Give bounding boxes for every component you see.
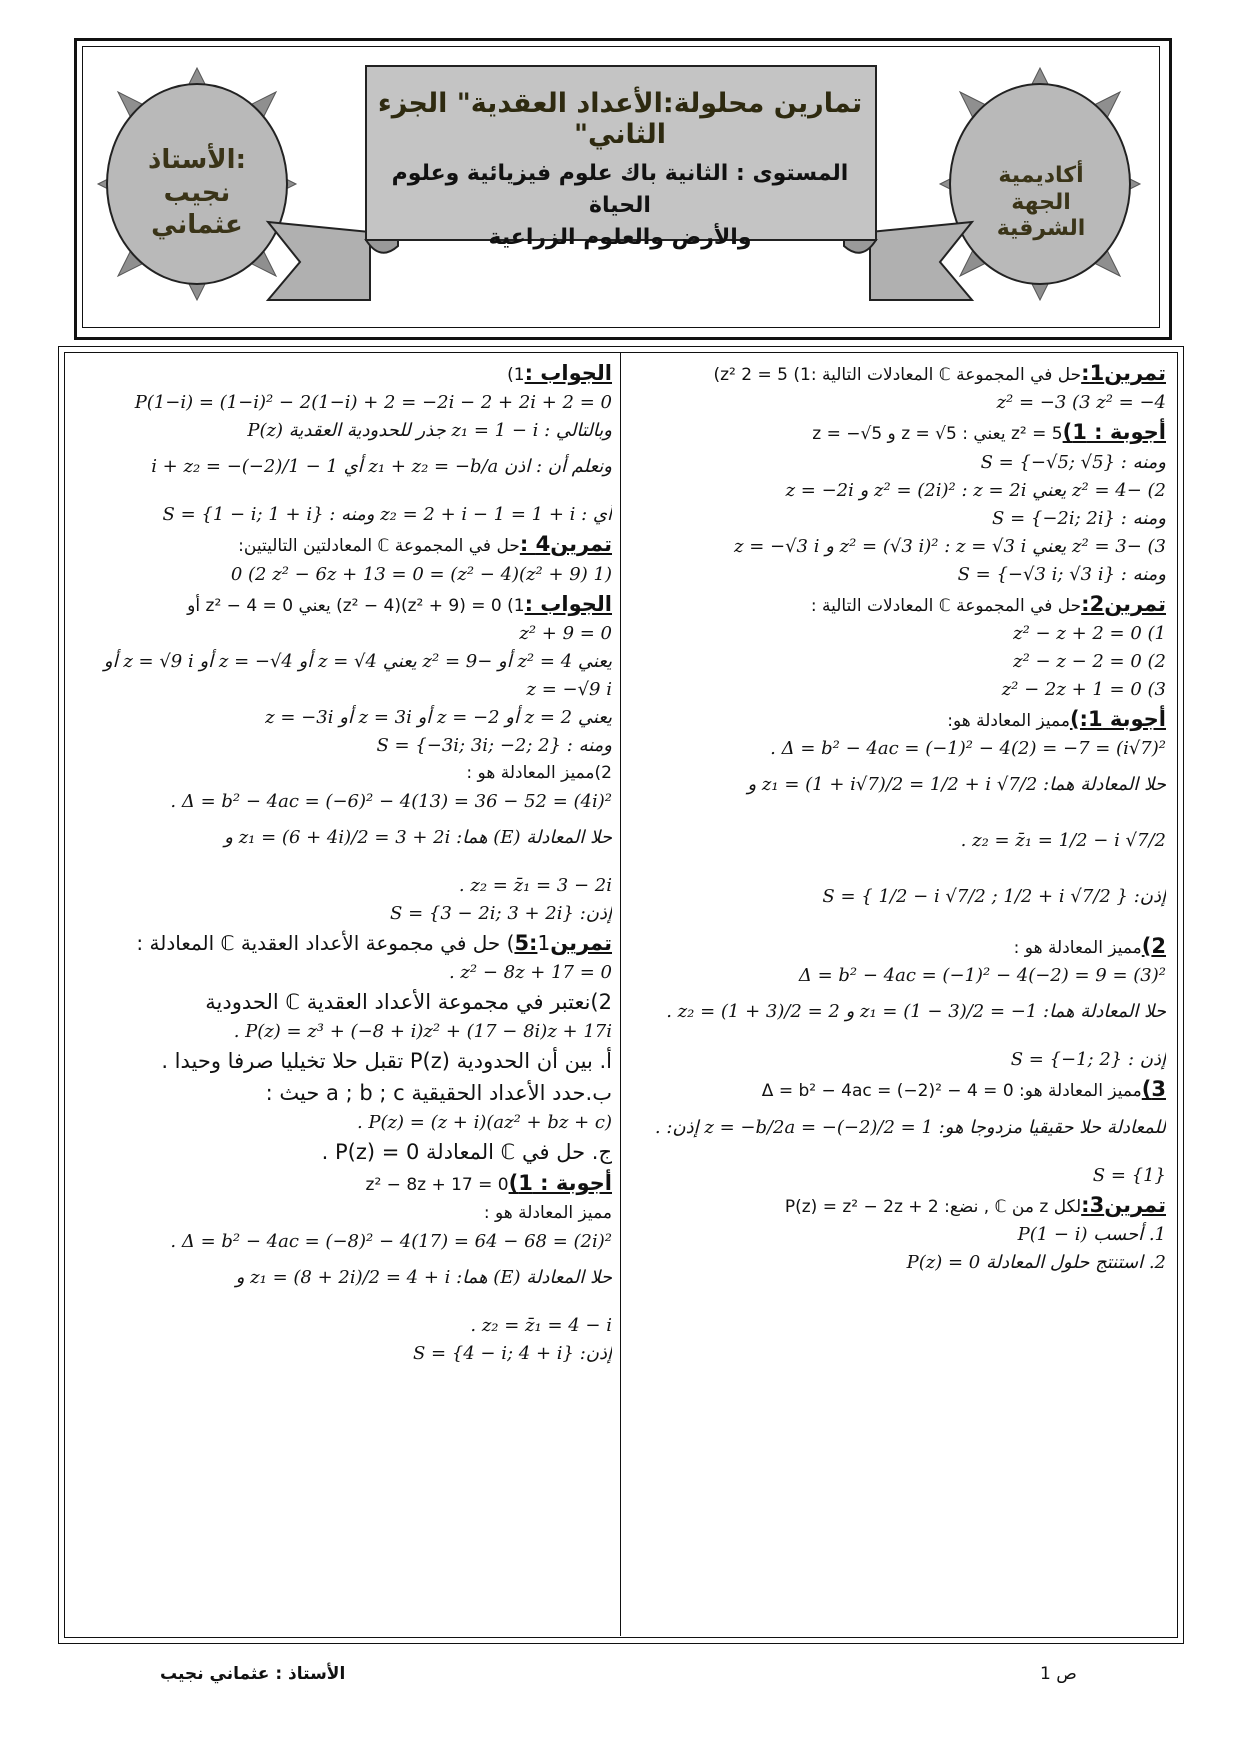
- exercise-label: الجواب :: [524, 591, 612, 616]
- content-line: ب.حدد الأعداد الحقيقية a ; b ; c حيث :: [265, 1080, 612, 1105]
- content-line: ومنه : S = {−√3 i; √3 i}: [957, 563, 1166, 585]
- exercise-text: 5 = z² يعني : z = √5 و z = −√5: [812, 424, 1063, 445]
- content-line: [72, 589, 612, 620]
- column-divider: [620, 352, 621, 1636]
- exercise-label: تمرين4 :: [519, 532, 612, 557]
- content-line: Δ = b² − 4ac = (−1)² − 4(−2) = 9 = (3)²: [798, 965, 1166, 987]
- content-line: Δ = b² − 4ac = (−8)² − 4(17) = 64 − 68 = (2i)² .: [170, 1230, 612, 1252]
- right-column: [634, 358, 1166, 1277]
- content-line: 2. استنتج حلول المعادلة P(z) = 0: [906, 1252, 1166, 1274]
- content-line: Δ = b² − 4ac = (−1)² − 4(2) = −7 = (i√7)² .: [770, 738, 1166, 760]
- content-line: P(1−i) = (1−i)² − 2(1−i) + 2 = −2i − 2 + 2i + 2 = 0: [134, 392, 612, 414]
- exercise-label: تمرين1:: [1081, 361, 1166, 385]
- content-line: وبالتالي : z₁ = 1 − i جذر للحدودية العقدية P(z): [247, 420, 612, 442]
- content-line: [634, 1074, 1166, 1105]
- exercise-label: تمرين5:: [514, 930, 612, 955]
- banner-text: [370, 88, 870, 254]
- content-line: [72, 358, 612, 389]
- content-line: حلا المعادلة هما: z₁ = (1 + i√7)/2 = 1/2 + i √7/2 و: [747, 774, 1166, 796]
- exercise-label: 3): [1141, 1077, 1166, 1102]
- academy-line-2: الجهة: [1011, 189, 1071, 215]
- exercise-text: مميز المعادلة هو:: [947, 710, 1070, 731]
- content-line: z₂ = z̄₁ = 1/2 − i √7/2 .: [960, 830, 1166, 852]
- content-line: حلا المعادلة هما: z₁ = (1 − 3)/2 = −1 و z₂ = (1 + 3)/2 = 2 .: [666, 1001, 1166, 1023]
- content-line: [634, 589, 1166, 620]
- exercise-text: لكل z من ℂ , نضع: P(z) = z² − 2z + 2: [784, 1196, 1082, 1217]
- content-line: يعني z = 2 أو z = −2 أو z = 3i أو z = −3i: [265, 706, 612, 728]
- exercise-label: أجوبة 1:): [1069, 706, 1166, 731]
- content-line: إذن : S = {−1; 2}: [1010, 1049, 1166, 1071]
- exercise-label: أجوبة : 1): [1062, 420, 1166, 445]
- content-line: ومنه : S = {−3i; 3i; −2; 2}: [376, 734, 612, 756]
- document-title: تمارين محلولة:الأعداد العقدية" الجزء الثاني": [377, 88, 863, 150]
- content-line: P(z) = (z + i)(az² + bz + c) .: [356, 1112, 612, 1134]
- teacher-last-name: عثماني: [151, 210, 243, 241]
- content-line: [72, 928, 612, 959]
- content-line: [72, 1168, 612, 1199]
- content-line: P(z) = z³ + (−8 + i)z² + (17 − 8i)z + 17i .: [233, 1021, 612, 1043]
- content-line: أ. بين أن الحدودية P(z) تقبل حلا تخيليا صرفا وحيدا .: [161, 1049, 612, 1074]
- content-line: ومنه : S = {−√5; √5}: [980, 451, 1166, 473]
- content-line: [634, 704, 1166, 735]
- teacher-seal: [118, 98, 276, 288]
- content-line: ج. حل في ℂ المعادلة P(z) = 0 .: [321, 1140, 612, 1165]
- content-line: z² − z − 2 = 0 (2: [1013, 650, 1166, 672]
- exercise-label: تمرين3:: [1081, 1192, 1166, 1217]
- content-line: z = −√9 i: [526, 678, 612, 700]
- content-line: للمعادلة حلا حقيقيا مزدوجا هو: z = −b/2a = −(−2)/2 = 1 إذن: .: [654, 1116, 1166, 1138]
- content-line: مميز المعادلة هو :: [483, 1202, 612, 1223]
- level-line-2: والأرض والعلوم الزراعية: [488, 224, 752, 250]
- level-line-1: المستوى : الثانية باك علوم فيزيائية وعلوم الحياة: [391, 161, 849, 218]
- academy-seal: [962, 108, 1120, 298]
- content-line: z₂ = z̄₁ = 3 − 2i .: [458, 874, 612, 896]
- content-line: z₂ = z̄₁ = 4 − i .: [470, 1314, 612, 1336]
- content-line: 2)نعتبر في مجموعة الأعداد العقدية ℂ الحدودية: [205, 990, 612, 1015]
- content-line: 2) −4 = z² يعني z² = (2i)² : z = 2i و z = −2i: [785, 479, 1166, 501]
- exercise-text: z² − 8z + 17 = 0: [365, 1175, 509, 1196]
- content-line: ونعلم أن : اذن z₁ + z₂ = −b/a أي 1 − i + z₂ = −(−2)/1: [151, 456, 612, 478]
- content-line: إذن: S = {4 − i; 4 + i}: [412, 1342, 612, 1364]
- content-line: [634, 931, 1166, 962]
- content-line: z² + 9 = 0: [519, 622, 612, 644]
- content-line: (1 (z² + 9)(z² − 4) = 0 (2 z² − 6z + 13 = 0: [230, 563, 612, 585]
- content-line: [72, 529, 612, 560]
- exercise-text: حل في المجموعة ℂ المعادلات التالية :1) 5 = z² 2): [713, 365, 1082, 385]
- exercise-text: حل في المجموعة ℂ المعادلات التالية :: [810, 595, 1082, 616]
- footer-page-number: ص 1: [1040, 1664, 1077, 1684]
- teacher-title: الأستاذ:: [148, 145, 246, 176]
- content-line: 3) −3 = z² يعني z² = (√3 i)² : z = √3 i و z = −√3 i: [734, 535, 1166, 557]
- exercise-text: مميز المعادلة هو: Δ = b² − 4ac = (−2)² − 4 = 0: [761, 1081, 1142, 1102]
- exercise-text: 1) حل في مجموعة الأعداد العقدية ℂ المعادلة :: [136, 930, 551, 955]
- content-line: إذن: S = { 1/2 − i √7/2 ; 1/2 + i √7/2 }: [822, 886, 1166, 908]
- footer-teacher: الأستاذ : عثماني نجيب: [160, 1664, 346, 1684]
- exercise-label: تمرين2:: [1081, 591, 1166, 616]
- exercise-text: 1): [507, 365, 525, 385]
- exercise-label: أجوبة : 1): [508, 1171, 612, 1196]
- content-line: z² − 2z + 1 = 0 (3: [1001, 678, 1166, 700]
- academy-line-3: الشرقية: [996, 216, 1086, 242]
- content-line: z² − z + 2 = 0 (1: [1013, 622, 1166, 644]
- content-line: [634, 1190, 1166, 1221]
- content-line: z² = −3 (3 z² = −4: [996, 392, 1166, 414]
- exercise-text: حل في المجموعة ℂ المعادلتين التاليتين:: [238, 536, 520, 557]
- content-line: 1. أحسب P(1 − i): [1017, 1224, 1166, 1246]
- content-line: [634, 417, 1166, 448]
- exercise-label: الجواب :: [524, 361, 612, 385]
- exercise-label: 2): [1141, 934, 1166, 959]
- content-line: يعني 4 = z² أو −9 = z² يعني z = √4 أو z = −√4 أو z = √9 i أو: [103, 650, 612, 672]
- content-line: [634, 358, 1166, 389]
- academy-line-1: أكاديمية: [998, 163, 1084, 189]
- exercise-text: 1) 0 = (z² + 9)(z² − 4) يعني 0 = 4 − z² أو: [187, 595, 525, 616]
- content-line: أي : z₂ = 2 + i − 1 = 1 + i ومنه : S = {1 − i; 1 + i}: [162, 504, 612, 526]
- content-line: حلا المعادلة (E) هما: z₁ = (6 + 4i)/2 = 3 + 2i و: [224, 826, 612, 848]
- content-line: 2)مميز المعادلة هو :: [466, 762, 612, 783]
- content-line: ومنه : S = {−2i; 2i}: [992, 507, 1166, 529]
- content-line: إذن: S = {3 − 2i; 3 + 2i}: [390, 902, 612, 924]
- content-line: Δ = b² − 4ac = (−6)² − 4(13) = 36 − 52 = (4i)² .: [170, 790, 612, 812]
- content-line: S = {1}: [1092, 1164, 1166, 1186]
- content-line: حلا المعادلة (E) هما: z₁ = (8 + 2i)/2 = 4 + i و: [235, 1266, 612, 1288]
- content-line: z² − 8z + 17 = 0 .: [448, 962, 612, 984]
- exercise-text: مميز المعادلة هو :: [1013, 938, 1142, 959]
- teacher-first-name: نجيب: [163, 177, 231, 208]
- left-column: [72, 358, 612, 1368]
